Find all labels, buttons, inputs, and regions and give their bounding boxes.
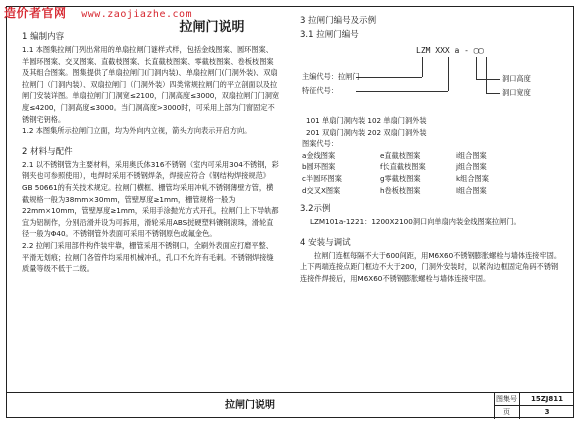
section-4-body: 拉闸门连框每隔不大于600间距，用M6X60不锈钢膨胀螺栓与墙体连接牢固。上下两端连接点距门框边不大于200，门洞外安装时，以紧沟边框固定角码不锈钢连接件焊接后，用M6X60不锈钢膨胀螺栓与墙体连接牢固。 (300, 250, 562, 283)
section-2-heading: 2 材料与配件 (22, 146, 73, 157)
section-2-1: 2.1 以不锈钢管为主要材料，采用奥氏体316不锈钢（室内可采用304不锈钢，彩钢夹也可参照使用），电焊时采用不锈钢焊条，焊接应符合《钢结构焊接规范》GB 50661的有关技术规定。拉闸门横框、栅管均采用冲轧不锈钢薄壁方管，横截规格一般为38mm×30mm，管壁厚度≥1mm，栅管规格一般为22mm×10mm，管壁厚度≥1mm，采用手涂抛光方式开孔，拉闸门上下导轨都宜为铝制作，分别沿滑并设为可拆用，滑轮采用ABS挝硬塑料镶钢滚珠，滑轮直径一般为Φ40。不锈钢管外表面可采用不锈钢原色或氟金色。 (22, 159, 279, 239)
code-diagram (300, 45, 562, 115)
pattern-item: f长直截枝图案 (380, 162, 426, 172)
feature-row: 101 单扇门洞内装 102 单扇门洞外装 (306, 116, 427, 125)
section-2-2: 2.2 拉闸门采用部件构件装牢靠，栅管采用不锈钢口，全刷外表面应打磨平整、平滑无划痕；拉闸门各管件均采用机械冲孔，孔口不允许有毛刺。不锈钢焊接缝质量等级不低于二级。 (22, 240, 274, 274)
feature-codes (306, 115, 562, 138)
atlas-number: 15ZJ811 (520, 393, 574, 406)
page-label: 页 (494, 406, 520, 419)
pattern-item: g零截枝图案 (380, 173, 421, 183)
section-3-2-heading: 3.2示例 (300, 204, 331, 215)
pattern-item: k组合图案 (456, 173, 489, 183)
section-4-heading: 4 安装与调试 (300, 237, 351, 248)
feature-row: 201 双扇门洞内装 202 双扇门洞外装 (306, 127, 427, 137)
pattern-item: e直截枝图案 (380, 150, 421, 160)
label-width: 洞口宽度 (502, 88, 531, 97)
pattern-codes-heading: 图案代号： (302, 139, 338, 149)
pattern-codes (302, 150, 562, 196)
pattern-item: j组合图案 (456, 162, 487, 172)
left-column (22, 30, 280, 275)
title-block-title: 拉闸门说明 (6, 393, 495, 419)
section-1-heading: 1 编制内容 (22, 32, 65, 42)
watermark-url: www.zaojiazhe.com (81, 9, 193, 20)
title-block (6, 392, 574, 419)
section-1-1: 1.1 本图集拉闸门列出常用的单扇拉闸门谜样式样，包括金线图案、圆环图案、羊圆环图案、交叉图案、直截枝图案、长直截枝图案、零截枝图案、卷板枝图案及其组合图案。图集提供了单扇拉闸门(门洞内装)、单扇拉闸门(门洞外装)、双扇拉闸门（门洞内装）、双扇拉闸门（门洞外装）四类常规拉闸门的平立剖面以及拉闸门安装详图。单扇拉闸门门洞宽≤2100，门洞高度≤3000，双扇拉闸门门洞宽度≤4200，门洞高度≤3000。当门洞高度>3000时，可采用上部为门窗固定不锈钢宅钥格。 (22, 45, 280, 124)
pattern-item: b圆环图案 (302, 162, 336, 172)
label-feature-code: 特征代号： (302, 86, 338, 95)
atlas-label: 图集号 (494, 393, 520, 406)
section-1-2: 1.2 本图集所示拉闸门立面，均为外向内立视，箭头方向表示开启方向。 (22, 126, 252, 136)
example-text: LZM101a-1221：1200X2100洞口向单扇内装金线图案拉闸门。 (310, 217, 521, 227)
label-height: 洞口高度 (502, 74, 531, 83)
pattern-item: d交叉X图案 (302, 185, 341, 195)
label-main-code: 主编代号：拉闸门 (302, 72, 360, 81)
section-3-1-heading: 3.1 拉闸门编号 (300, 30, 359, 40)
watermark-name: 造价者官网 (4, 6, 67, 20)
right-column (300, 14, 562, 285)
pattern-item: a金线图案 (302, 150, 336, 160)
pattern-item: h卷板枝图案 (380, 185, 421, 195)
page-title: 拉闸门说明 (179, 20, 245, 35)
section-3-heading: 3 拉闸门编号及示例 (300, 16, 377, 26)
pattern-item: i组合图案 (456, 150, 487, 160)
page-number: 3 (544, 408, 550, 416)
pattern-item: c半圆环图案 (302, 173, 342, 183)
pattern-item: l组合图案 (456, 185, 487, 195)
code-symbol: LZM XXX a - ▢▢ (416, 46, 484, 55)
